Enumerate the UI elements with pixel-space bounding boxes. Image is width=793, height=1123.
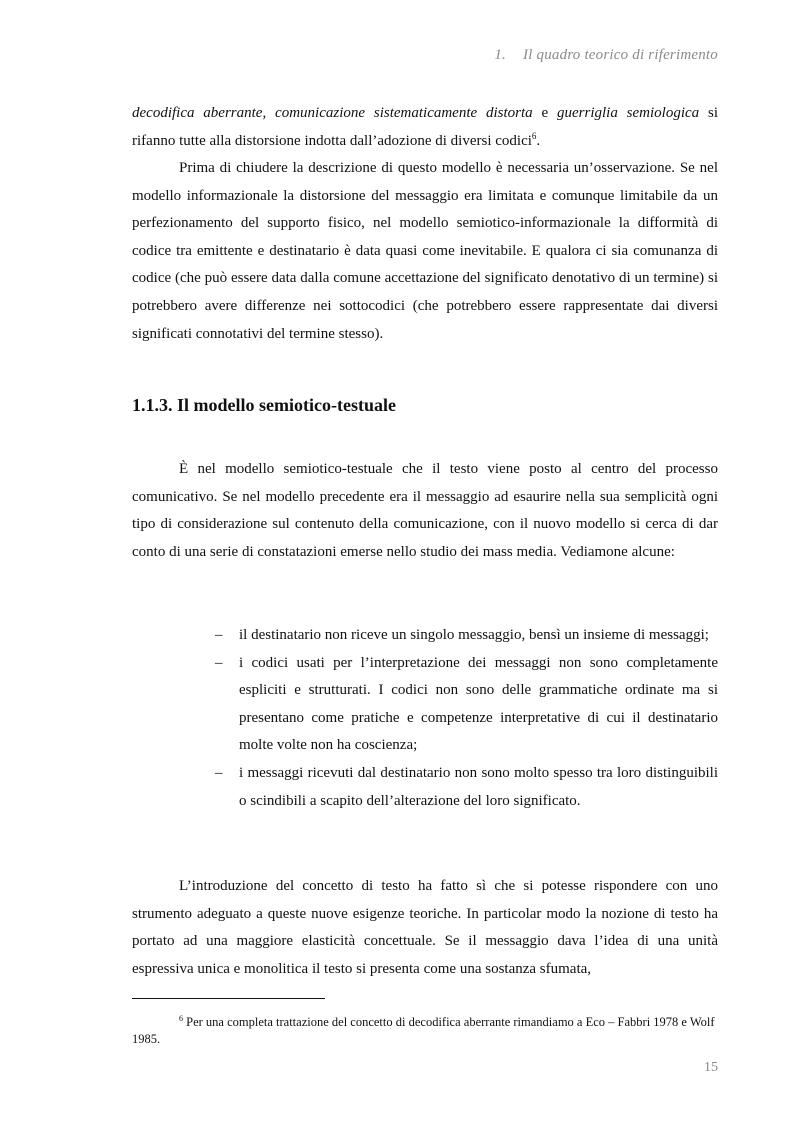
dash-bullet: – [215,627,223,643]
dash-bullet: – [215,764,223,781]
footnote-number: 6 [179,1013,183,1023]
observations-list [215,622,718,815]
running-header [494,47,718,64]
dash-bullet: – [215,654,223,671]
paragraph-continued: decodifica aberrante, comunicazione sistematicamente distorta e guerriglia semiologica si rifanno tutte alla distorsione indotta dall’adozione di diversi codici$^6$. [132,105,718,149]
footnote-rule [132,998,325,999]
page-number: 15 [704,1060,718,1075]
list-item: – il destinatario non riceve un singolo messaggio, bensì un insieme di messaggi; [215,622,718,650]
term-comunicazione: comunicazione sistematicamente distorta [275,105,533,121]
paragraph-semiotic-model: È nel modello semiotico-testuale che il testo viene posto al centro del processo comunicativo. Se nel modello precedente era il messaggio ad esaurire nella sua semplicità ogni tipo di considerazione sul contenuto della comunicazione, con il nuovo modello si cerca di dar conto di una serie di constatazioni emerse nello studio dei mass media. Vediamone alcune: [132,461,718,560]
chapter-number: 1. [494,47,506,63]
footnote-reference[interactable]: 6 [531,130,537,141]
section-heading: 1.1.3. Il modello semiotico-testuale [132,395,396,415]
paragraph-observation: Prima di chiudere la descrizione di questo modello è necessaria un’osservazione. Se nel modello informazionale la distorsione del messaggio era limitata e comunque limitabile da un perfezionamento del supporto fisico, nel modello semiotico-informazionale la difformità di codice tra emittente e destinatario è data quasi come inevitabile. E qualora ci sia comunanza di codice (che può essere data dalla comune accettazione del significato denotativo di un termine) si potrebbero avere differenze nei sottocodici (che potrebbero essere rappresentate dai diversi significati connotativi del termine stesso). [132,160,718,342]
term-decodifica: decodifica aberrante [132,105,263,121]
term-guerriglia: guerriglia semiologica [557,105,700,121]
paragraph-text-concept: L’introduzione del concetto di testo ha fatto sì che si potesse rispondere con uno strumento adeguato a queste nuove esigenze teoriche. In particolar modo la nozione di testo ha portato ad una maggiore elasticità concettuale. Se il messaggio dava l’idea di una unità espressiva unica e monolitica il testo si presenta come una sostanza sfumata, [132,878,718,977]
chapter-title: Il quadro teorico di riferimento [523,47,718,63]
footnote [132,1014,718,1048]
list-item: – i codici usati per l’interpretazione dei messaggi non sono completamente espliciti e strutturati. I codici non sono delle grammatiche ordinate ma si presentano come pratiche e competenze interpretative di cui il destinatario molte volte non ha coscienza; [215,650,718,760]
list-item: – i messaggi ricevuti dal destinatario non sono molto spesso tra loro distinguibili o scindibili a scapito dell’alterazione del loro significato. [215,760,718,815]
footnote-text: Per una completa trattazione del concetto di decodifica aberrante rimandiamo a Eco – Fabbri 1978 e Wolf 1985. [132,1015,715,1046]
